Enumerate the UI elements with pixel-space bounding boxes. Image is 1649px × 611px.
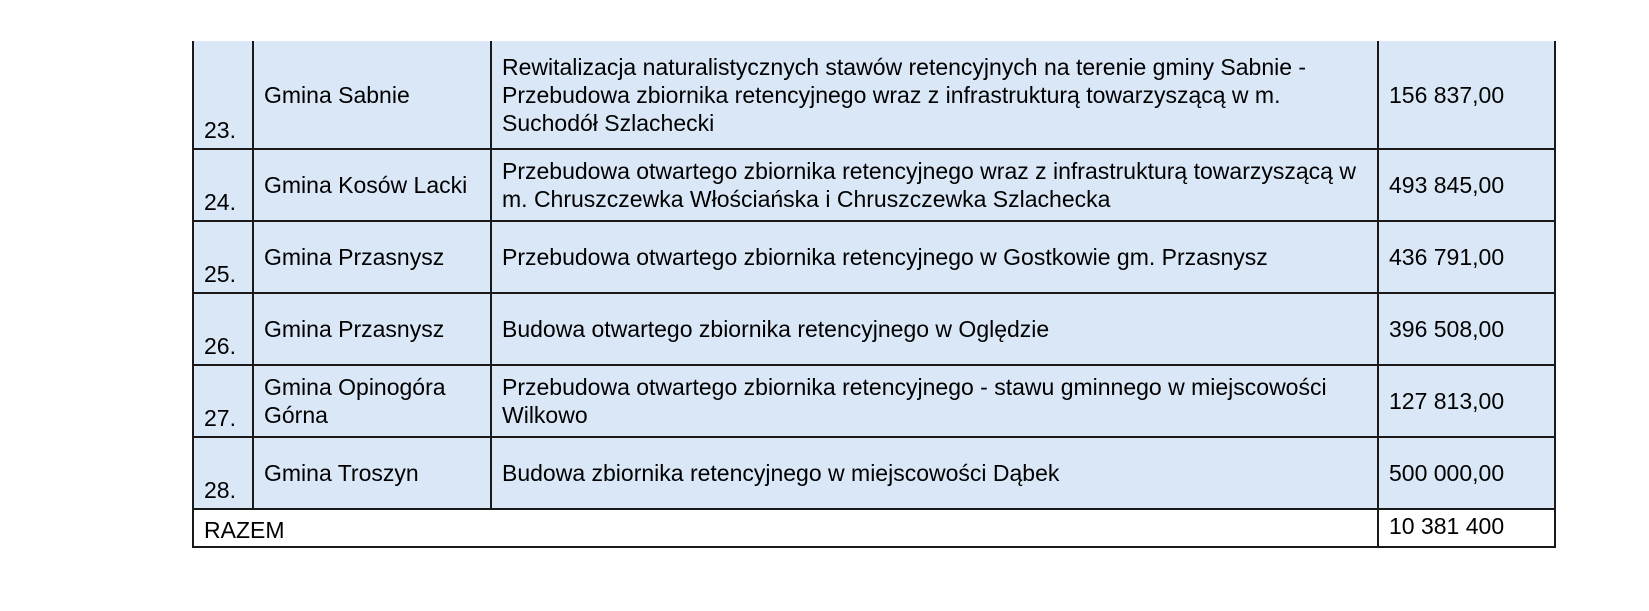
municipality-cell: Gmina Sabnie [253, 41, 491, 149]
municipality-cell: Gmina Kosów Lacki [253, 149, 491, 221]
row-number: 25. [193, 221, 253, 293]
row-number: 26. [193, 293, 253, 365]
task-description-cell: Budowa otwartego zbiornika retencyjnego w Oględzie [491, 293, 1378, 365]
table-row [193, 221, 1555, 293]
row-number: 23. [193, 41, 253, 149]
municipality-cell: Gmina Troszyn [253, 437, 491, 509]
task-description-cell: Przebudowa otwartego zbiornika retencyjnego wraz z infrastrukturą towarzyszącą w m. Chruszczewka Włościańska i Chruszczewka Szlachecka [491, 149, 1378, 221]
municipality-cell: Gmina Opinogóra Górna [253, 365, 491, 437]
amount-cell: 127 813,00 [1378, 365, 1555, 437]
table-row [193, 437, 1555, 509]
total-amount: 10 381 400 [1378, 509, 1555, 547]
table-row [193, 41, 1555, 149]
task-description-cell: Przebudowa otwartego zbiornika retencyjnego - stawu gminnego w miejscowości Wilkowo [491, 365, 1378, 437]
row-number: 27. [193, 365, 253, 437]
task-description-cell: Przebudowa otwartego zbiornika retencyjnego w Gostkowie gm. Przasnysz [491, 221, 1378, 293]
row-number: 24. [193, 149, 253, 221]
amount-cell: 500 000,00 [1378, 437, 1555, 509]
total-row [193, 509, 1555, 547]
amount-cell: 493 845,00 [1378, 149, 1555, 221]
municipality-cell: Gmina Przasnysz [253, 293, 491, 365]
amount-cell: 396 508,00 [1378, 293, 1555, 365]
task-description-cell: Budowa zbiornika retencyjnego w miejscowości Dąbek [491, 437, 1378, 509]
task-description-cell: Rewitalizacja naturalistycznych stawów retencyjnych na terenie gminy Sabnie - Przebudowa zbiornika retencyjnego wraz z infrastrukturą towarzyszącą w m. Suchodół Szlachecki [491, 41, 1378, 149]
total-label: RAZEM [193, 509, 1378, 547]
amount-cell: 436 791,00 [1378, 221, 1555, 293]
grant-table [192, 41, 1556, 548]
table-row [193, 293, 1555, 365]
municipality-cell: Gmina Przasnysz [253, 221, 491, 293]
table-row [193, 149, 1555, 221]
amount-cell: 156 837,00 [1378, 41, 1555, 149]
row-number: 28. [193, 437, 253, 509]
table-row [193, 365, 1555, 437]
